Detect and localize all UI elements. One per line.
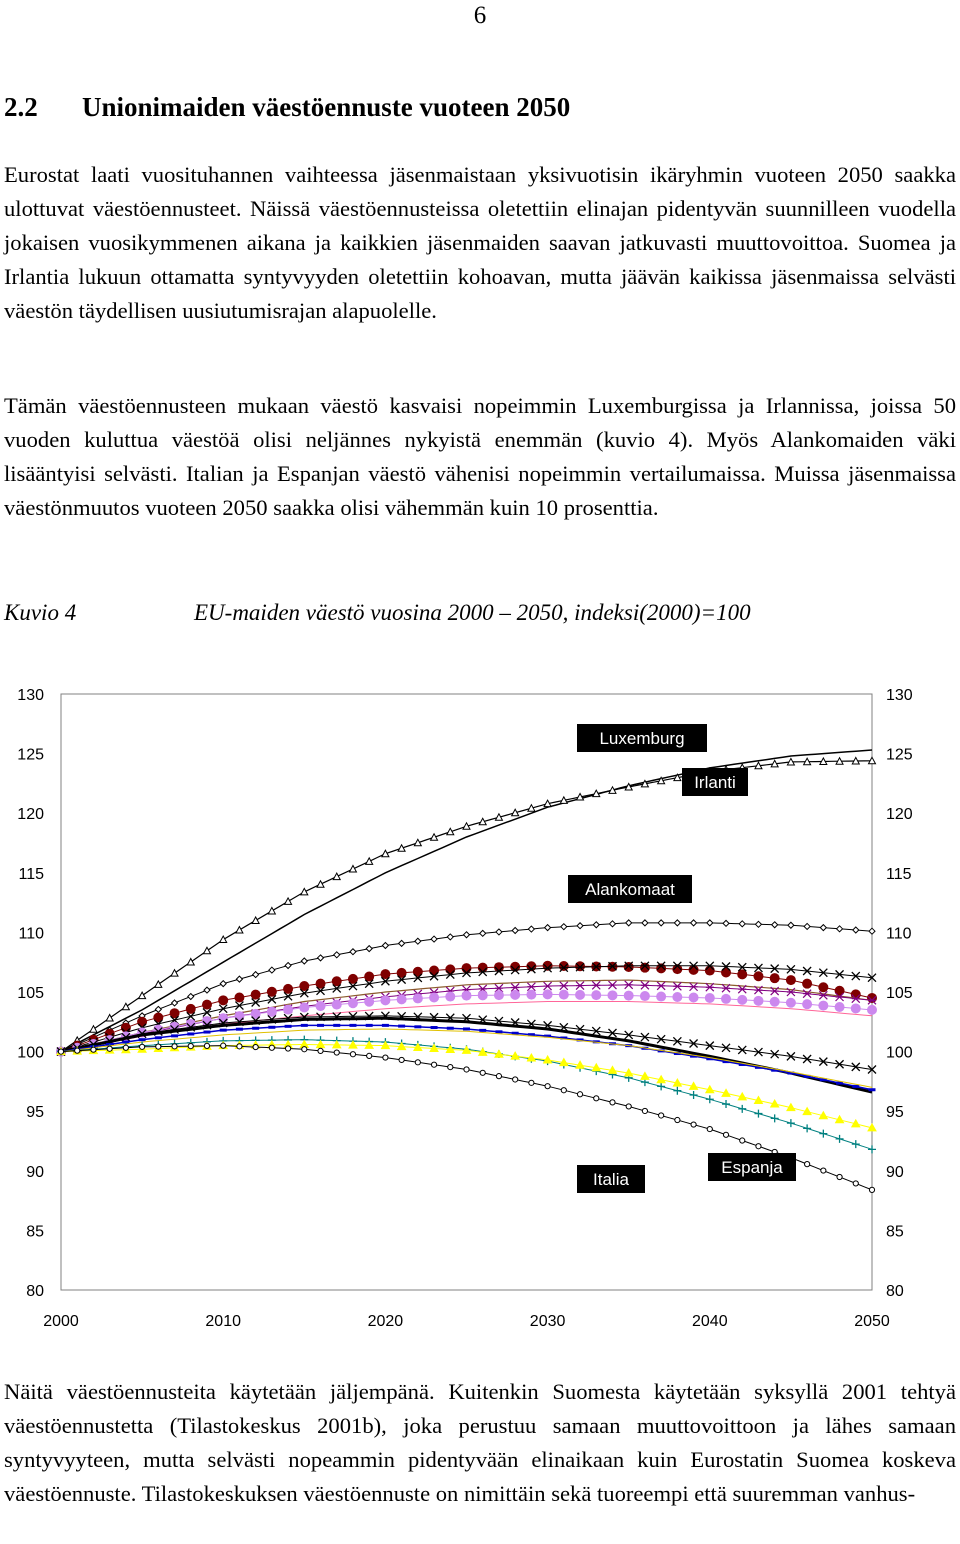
page-number: 6 <box>473 2 487 29</box>
marker-s2 <box>577 923 583 929</box>
marker-s15 <box>107 1046 112 1051</box>
marker-s6 <box>657 982 665 990</box>
marker-s2 <box>496 929 502 935</box>
marker-s7 <box>510 990 520 1000</box>
y-tick-label-right: 85 <box>886 1223 904 1241</box>
marker-s7 <box>656 992 666 1002</box>
marker-s1 <box>187 958 194 965</box>
marker-s1 <box>268 907 275 914</box>
y-tick-label-left: 105 <box>17 985 44 1002</box>
marker-s11 <box>869 1088 876 1091</box>
marker-s1 <box>220 936 227 943</box>
marker-s1 <box>122 1003 129 1010</box>
marker-s1 <box>333 873 340 880</box>
marker-s11 <box>398 1025 405 1028</box>
marker-s11 <box>447 1027 454 1030</box>
marker-s11 <box>236 1028 243 1031</box>
marker-s7 <box>575 990 585 1000</box>
marker-s1 <box>203 947 210 954</box>
marker-s11 <box>252 1027 259 1030</box>
marker-s6 <box>706 983 714 991</box>
marker-s2 <box>172 1000 178 1006</box>
y-tick-label-right: 120 <box>886 806 913 824</box>
marker-s2 <box>658 920 664 926</box>
marker-s6 <box>592 981 600 989</box>
annotation-label: Luxemburg <box>599 729 685 748</box>
marker-s15 <box>869 1187 874 1192</box>
marker-s11 <box>301 1024 308 1027</box>
marker-s7 <box>332 1000 342 1010</box>
marker-s11 <box>495 1030 502 1033</box>
marker-s2 <box>626 920 632 926</box>
marker-s3 <box>867 993 877 1003</box>
population-index-chart <box>0 660 960 1350</box>
marker-s2 <box>528 926 534 932</box>
figure-caption <box>4 600 751 626</box>
marker-s2 <box>755 921 761 927</box>
marker-s6 <box>819 991 827 999</box>
annotation-label: Alankomaat <box>585 880 675 899</box>
marker-s7 <box>364 997 374 1007</box>
marker-s15 <box>545 1084 550 1089</box>
marker-s2 <box>334 952 340 958</box>
marker-s15 <box>399 1057 404 1062</box>
marker-s2 <box>155 1006 161 1012</box>
y-tick-label-left: 120 <box>17 806 44 824</box>
marker-s7 <box>770 997 780 1007</box>
marker-s15 <box>805 1162 810 1167</box>
marker-s7 <box>818 1001 828 1011</box>
marker-s13 <box>673 1087 681 1095</box>
y-tick-label-right: 130 <box>886 687 913 704</box>
marker-s11 <box>333 1024 340 1027</box>
marker-s2 <box>820 925 826 931</box>
marker-s15 <box>480 1070 485 1075</box>
marker-s11 <box>349 1024 356 1027</box>
marker-s15 <box>707 1126 712 1131</box>
marker-s13 <box>771 1114 779 1122</box>
marker-s7 <box>559 990 569 1000</box>
marker-s2 <box>236 976 242 982</box>
y-tick-label-left: 85 <box>26 1223 44 1241</box>
marker-s15 <box>659 1113 664 1118</box>
marker-s11 <box>187 1032 194 1035</box>
marker-s11 <box>220 1029 227 1032</box>
marker-s13 <box>836 1135 844 1143</box>
section-number: 2.2 <box>4 92 38 122</box>
marker-s15 <box>156 1044 161 1049</box>
marker-s1 <box>139 992 146 999</box>
y-tick-label-left: 100 <box>17 1044 44 1062</box>
marker-s2 <box>869 928 875 934</box>
y-tick-label-right: 105 <box>886 985 913 1002</box>
marker-s15 <box>626 1104 631 1109</box>
marker-s15 <box>561 1088 566 1093</box>
marker-s2 <box>739 921 745 927</box>
section-heading <box>4 92 570 123</box>
marker-s2 <box>431 936 437 942</box>
marker-s3 <box>445 964 455 974</box>
marker-s15 <box>204 1043 209 1048</box>
marker-s7 <box>591 990 601 1000</box>
y-tick-label-right: 80 <box>886 1283 904 1300</box>
y-tick-label-right: 125 <box>886 746 913 764</box>
marker-s3 <box>624 962 634 972</box>
marker-s15 <box>334 1050 339 1055</box>
marker-s7 <box>299 1002 309 1012</box>
marker-s3 <box>721 967 731 977</box>
y-tick-label-left: 95 <box>26 1104 44 1122</box>
marker-s15 <box>691 1122 696 1127</box>
marker-s2 <box>545 925 551 931</box>
y-tick-label-left: 130 <box>17 687 44 704</box>
marker-s3 <box>770 973 780 983</box>
marker-s7 <box>721 994 731 1004</box>
marker-s2 <box>723 920 729 926</box>
x-tick-label: 2030 <box>529 1313 566 1330</box>
marker-s6 <box>641 981 649 989</box>
marker-s2 <box>593 922 599 928</box>
marker-s6 <box>527 983 535 991</box>
marker-s2 <box>707 920 713 926</box>
marker-s11 <box>463 1027 470 1030</box>
marker-s1 <box>171 970 178 977</box>
y-tick-label-right: 90 <box>886 1163 904 1181</box>
marker-s15 <box>577 1092 582 1097</box>
marker-s11 <box>479 1029 486 1032</box>
marker-s2 <box>512 927 518 933</box>
series-line-13 <box>61 1040 872 1150</box>
marker-s7 <box>283 1005 293 1015</box>
marker-s7 <box>851 1003 861 1013</box>
marker-s6 <box>544 982 552 990</box>
x-tick-label: 2050 <box>854 1313 890 1330</box>
marker-s15 <box>513 1077 518 1082</box>
marker-s15 <box>415 1060 420 1065</box>
marker-s2 <box>350 949 356 955</box>
marker-s7 <box>689 992 699 1002</box>
marker-s7 <box>607 990 617 1000</box>
marker-s2 <box>642 920 648 926</box>
marker-s15 <box>448 1064 453 1069</box>
marker-s7 <box>737 995 747 1005</box>
marker-s15 <box>302 1047 307 1052</box>
x-tick-label: 2040 <box>692 1313 728 1330</box>
series-line-2 <box>61 923 872 1052</box>
y-tick-label-right: 115 <box>886 865 912 883</box>
marker-s15 <box>383 1055 388 1060</box>
marker-s7 <box>640 991 650 1001</box>
marker-s7 <box>753 996 763 1006</box>
marker-s2 <box>285 963 291 969</box>
marker-s11 <box>203 1031 210 1034</box>
marker-s7 <box>218 1013 228 1023</box>
marker-s15 <box>723 1132 728 1137</box>
marker-s15 <box>837 1174 842 1179</box>
marker-s15 <box>237 1044 242 1049</box>
marker-s7 <box>413 993 423 1003</box>
marker-s11 <box>139 1038 146 1041</box>
marker-s15 <box>496 1074 501 1079</box>
marker-s11 <box>431 1026 438 1029</box>
marker-s6 <box>803 990 811 998</box>
marker-s1 <box>349 865 356 872</box>
marker-s7 <box>705 993 715 1003</box>
section-title: Unionimaiden väestöennuste vuoteen 2050 <box>82 92 571 122</box>
marker-s7 <box>835 1002 845 1012</box>
marker-s15 <box>431 1062 436 1067</box>
marker-s1 <box>236 927 243 934</box>
marker-s15 <box>318 1048 323 1053</box>
marker-s3 <box>705 966 715 976</box>
marker-s15 <box>594 1096 599 1101</box>
marker-s7 <box>802 999 812 1009</box>
marker-s11 <box>852 1085 859 1088</box>
marker-s3 <box>218 995 228 1005</box>
marker-s15 <box>821 1168 826 1173</box>
x-tick-label: 2000 <box>43 1313 79 1330</box>
marker-s4 <box>252 998 260 1006</box>
series-line-8 <box>61 1002 872 1052</box>
marker-s2 <box>772 922 778 928</box>
annotation-label: Italia <box>593 1170 629 1189</box>
marker-s13 <box>657 1082 665 1090</box>
marker-s15 <box>675 1117 680 1122</box>
marker-s7 <box>867 1005 877 1015</box>
marker-s15 <box>350 1052 355 1057</box>
marker-s15 <box>853 1181 858 1186</box>
y-tick-label-left: 125 <box>17 746 44 764</box>
marker-s13 <box>819 1130 827 1138</box>
marker-s3 <box>462 963 472 973</box>
marker-s2 <box>382 943 388 949</box>
marker-s11 <box>171 1034 178 1037</box>
marker-s11 <box>382 1024 389 1027</box>
marker-s2 <box>561 924 567 930</box>
marker-s7 <box>234 1011 244 1021</box>
marker-s3 <box>802 979 812 989</box>
marker-s13 <box>852 1140 860 1148</box>
x-tick-label: 2010 <box>205 1313 241 1330</box>
marker-s3 <box>818 982 828 992</box>
marker-s15 <box>464 1067 469 1072</box>
marker-s6 <box>673 982 681 990</box>
x-tick-label: 2020 <box>367 1313 404 1330</box>
marker-s2 <box>804 923 810 929</box>
paragraph-forecast: Tämän väestöennusteen mukaan väestö kasvaisi nopeimmin Luxemburgissa ja Irlannissa, joissa 50 vuoden kuluttua väestöä olisi neljännes nykyistä enemmän (kuvio 4). Myös Alankomaiden väki lisääntyisi selvästi. Italian ja Espanjan väestö vähenisi nopeimmin vertailumaissa. Muissa jäsenmaissa väestönmuutos vuoteen 2050 saakka olisi vähemmän kuin 10 prosenttia. <box>4 393 956 520</box>
marker-s15 <box>253 1044 258 1049</box>
marker-s7 <box>786 998 796 1008</box>
y-tick-label-left: 110 <box>18 925 44 943</box>
marker-s15 <box>269 1045 274 1050</box>
marker-s15 <box>75 1048 80 1053</box>
marker-s1 <box>285 898 292 905</box>
marker-s1 <box>301 888 308 895</box>
marker-s2 <box>204 987 210 993</box>
marker-s11 <box>414 1025 421 1028</box>
marker-s2 <box>318 955 324 961</box>
marker-s2 <box>301 958 307 964</box>
marker-s7 <box>429 992 439 1002</box>
marker-s4 <box>219 1005 227 1013</box>
marker-s13 <box>803 1124 811 1132</box>
marker-s2 <box>269 967 275 973</box>
marker-s13 <box>690 1091 698 1099</box>
marker-s7 <box>543 989 553 999</box>
y-tick-label-right: 100 <box>886 1044 913 1062</box>
series-line-1 <box>61 761 872 1052</box>
figure-title: EU-maiden väestö vuosina 2000 – 2050, indeksi(2000)=100 <box>194 600 751 625</box>
marker-s3 <box>559 961 569 971</box>
marker-s2 <box>788 922 794 928</box>
marker-s3 <box>786 975 796 985</box>
marker-s13 <box>722 1100 730 1108</box>
annotation-label: Espanja <box>721 1158 783 1177</box>
marker-s15 <box>756 1144 761 1149</box>
marker-s15 <box>740 1138 745 1143</box>
paragraph-intro: Eurostat laati vuosituhannen vaihteessa jäsenmaistaan yksivuotisin ikäryhmin vuoteen 2050 saakka ulottuvat väestöennusteet. Näissä väestöennusteissa oletettiin elinajan pidentyvän suunnilleen vuodella jokaisen vuosikymmenen aikana ja kaikkien jäsenmaiden saavan jatkuvasti muuttovoittoa. Suomea ja Irlantia lukuun ottamatta syntyvyyden oletettiin kohoavan, mutta jäävän kaikissa jäsenmaissa selvästi väestön täydellisen uusiutumisrajan alapuolelle. <box>4 162 956 323</box>
marker-s2 <box>853 927 859 933</box>
marker-s6 <box>690 983 698 991</box>
marker-s4 <box>203 1009 211 1017</box>
marker-s7 <box>380 995 390 1005</box>
marker-s1 <box>252 917 259 924</box>
marker-s7 <box>624 991 634 1001</box>
y-tick-label-left: 80 <box>26 1283 44 1300</box>
marker-s3 <box>234 992 244 1002</box>
marker-s3 <box>429 966 439 976</box>
marker-s13 <box>738 1105 746 1113</box>
marker-s2 <box>691 920 697 926</box>
marker-s13 <box>706 1095 714 1103</box>
marker-s7 <box>316 1001 326 1011</box>
marker-s7 <box>494 990 504 1000</box>
marker-s7 <box>348 998 358 1008</box>
marker-s13 <box>868 1145 876 1153</box>
figure-label: Kuvio 4 <box>4 600 77 625</box>
marker-s11 <box>366 1024 373 1027</box>
marker-s3 <box>543 961 553 971</box>
marker-s11 <box>285 1025 292 1028</box>
series-line-12 <box>61 1029 872 1087</box>
y-tick-label-left: 115 <box>18 865 44 883</box>
marker-s15 <box>642 1108 647 1113</box>
marker-s15 <box>221 1043 226 1048</box>
y-tick-label-left: 90 <box>26 1163 44 1181</box>
marker-s2 <box>480 930 486 936</box>
series-line-14 <box>61 1044 872 1128</box>
marker-s15 <box>367 1053 372 1058</box>
y-tick-label-right: 110 <box>886 925 912 943</box>
marker-s2 <box>609 921 615 927</box>
marker-s6 <box>608 981 616 989</box>
marker-s15 <box>58 1049 63 1054</box>
marker-s2 <box>674 920 680 926</box>
series-line-11 <box>61 1025 872 1089</box>
marker-s3 <box>753 971 763 981</box>
marker-s4 <box>235 1002 243 1010</box>
marker-s15 <box>140 1044 145 1049</box>
y-tick-label-right: 95 <box>886 1104 904 1122</box>
marker-s7 <box>462 991 472 1001</box>
marker-s1 <box>106 1014 113 1021</box>
marker-s15 <box>285 1046 290 1051</box>
marker-s15 <box>172 1044 177 1049</box>
marker-s6 <box>576 982 584 990</box>
paragraph-usage: Näitä väestöennusteita käytetään jäljempänä. Kuitenkin Suomesta käytetään syksyllä 2001 tehtyä väestöennustetta (Tilastokeskus 2001b), joka perustuu samaan muuttovoittoon ja lähes samaan syntyvyyteen, mutta selvästi nopeammin pidentyvään elinaikaan kuin Eurostatin Suomea koskeva väestöennuste. Tilastokeskuksen väestöennuste on nimittäin sekä tuoreempi että suuremman vanhus- <box>4 1379 956 1506</box>
marker-s2 <box>447 934 453 940</box>
marker-s15 <box>610 1100 615 1105</box>
marker-s11 <box>317 1024 324 1027</box>
marker-s1 <box>155 981 162 988</box>
marker-s2 <box>415 938 421 944</box>
marker-s13 <box>754 1110 762 1118</box>
annotation-label: Irlanti <box>694 773 736 792</box>
marker-s11 <box>155 1036 162 1039</box>
marker-s7 <box>478 990 488 1000</box>
marker-s11 <box>268 1026 275 1029</box>
marker-s3 <box>575 961 585 971</box>
marker-s1 <box>317 881 324 888</box>
marker-s2 <box>188 994 194 1000</box>
marker-s2 <box>366 946 372 952</box>
marker-s15 <box>91 1047 96 1052</box>
marker-s2 <box>837 926 843 932</box>
marker-s3 <box>640 963 650 973</box>
marker-s2 <box>253 972 259 978</box>
marker-s2 <box>399 940 405 946</box>
marker-s7 <box>526 990 536 1000</box>
marker-s1 <box>366 858 373 865</box>
marker-s2 <box>220 981 226 987</box>
marker-s7 <box>445 992 455 1002</box>
marker-s7 <box>672 992 682 1002</box>
marker-s13 <box>787 1119 795 1127</box>
marker-s1 <box>90 1026 97 1033</box>
marker-s6 <box>625 981 633 989</box>
marker-s7 <box>397 994 407 1004</box>
marker-s3 <box>137 1017 147 1027</box>
marker-s2 <box>464 932 470 938</box>
marker-s15 <box>188 1044 193 1049</box>
marker-s6 <box>560 982 568 990</box>
marker-s15 <box>123 1045 128 1050</box>
marker-s15 <box>529 1080 534 1085</box>
